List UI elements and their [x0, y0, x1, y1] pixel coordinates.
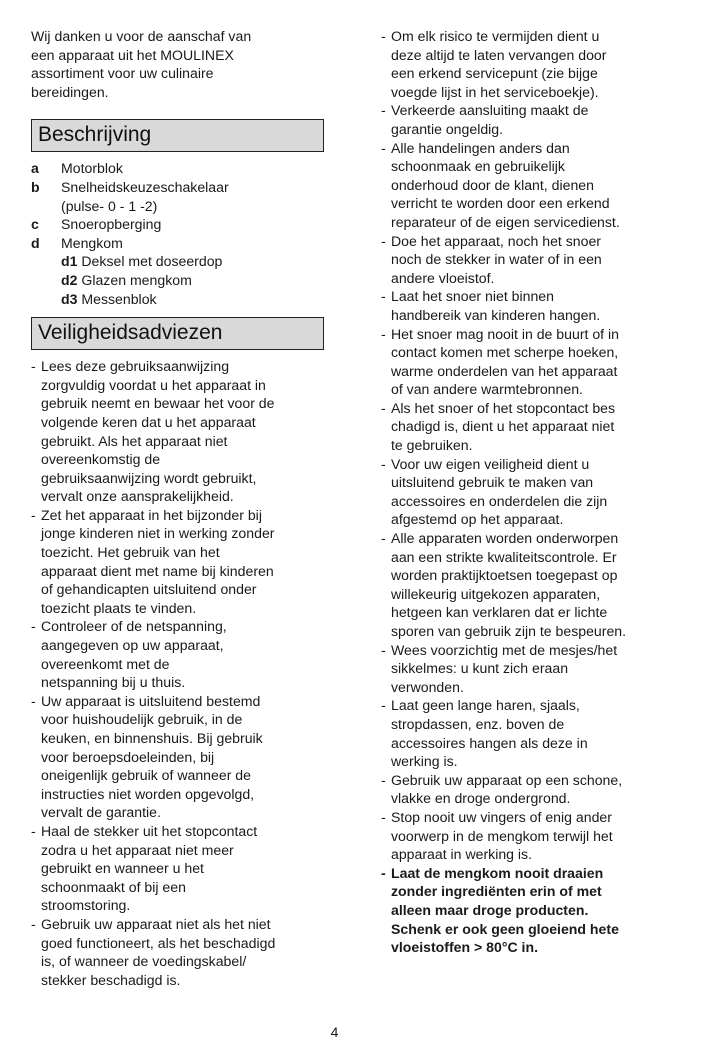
safety-item-text: sporen van gebruik zijn te bespeuren. — [391, 623, 627, 639]
warning-text: vloeistoffen > 80°C in. — [391, 939, 539, 956]
bullet-dash: - — [31, 618, 36, 635]
safety-item-text: gebruik neemt en bewaar het voor de — [41, 395, 275, 412]
warning-text: Schenk er ook geen gloeiend hete — [391, 920, 619, 937]
safety-item-line — [381, 46, 681, 65]
safety-item — [31, 617, 331, 636]
safety-item-line — [381, 380, 681, 399]
parts-list — [31, 159, 331, 308]
safety-item-line — [31, 562, 331, 581]
subpart-code: d3 — [61, 290, 78, 307]
safety-item-line — [31, 841, 331, 860]
bullet-dash: - — [381, 530, 386, 547]
safety-item-line — [381, 752, 681, 771]
safety-item-line — [381, 213, 681, 232]
safety-item-line — [381, 157, 681, 176]
safety-item-text: chadigd is, dient u het apparaat niet — [391, 418, 615, 435]
safety-item-line — [31, 524, 331, 543]
safety-item — [381, 232, 681, 251]
part-label: Snoeropberging — [61, 216, 162, 233]
safety-item-text: netspanning bij u thuis. — [41, 674, 186, 691]
safety-item-line — [381, 845, 681, 864]
safety-item-text: zorgvuldig voordat u het apparaat in — [41, 376, 266, 393]
safety-item — [381, 101, 681, 120]
safety-item-line — [31, 580, 331, 599]
safety-item-text: stekker beschadigd is. — [41, 971, 181, 988]
bullet-dash: - — [31, 506, 36, 523]
safety-item-line — [381, 269, 681, 288]
bullet-dash: - — [381, 864, 386, 881]
safety-item-line — [381, 436, 681, 455]
safety-item-text: vervalt onze aansprakelijkheid. — [41, 488, 234, 505]
bullet-dash: - — [381, 455, 386, 472]
warning-item — [381, 864, 681, 883]
safety-item-text: voegde lijst in het serviceboekje). — [391, 83, 599, 100]
part-label-continued: (pulse- 0 - 1 -2) — [61, 197, 158, 214]
safety-item-text: stropdassen, enz. boven de — [391, 715, 565, 732]
safety-item-text: voor beroepsdoeleinden, bij — [41, 748, 215, 765]
intro-line: een apparaat uit het MOULINEX — [31, 46, 234, 63]
safety-item-text: is, of wanneer de voedingskabel/ — [41, 953, 247, 970]
part-letter: a — [31, 160, 39, 177]
safety-item-text: Doe het apparaat, noch het snoer — [391, 232, 601, 249]
safety-item-text: vlakke en droge ondergrond. — [391, 790, 571, 807]
intro-line: bereidingen. — [31, 83, 109, 100]
safety-item-text: Laat het snoer niet binnen — [391, 288, 554, 305]
safety-item-text: stroomstoring. — [41, 897, 131, 914]
page-number: 4 — [330, 1024, 339, 1040]
safety-item-line — [381, 585, 681, 604]
safety-item-line — [381, 473, 681, 492]
part-item — [31, 178, 331, 197]
safety-item — [31, 506, 331, 525]
safety-item-line — [31, 636, 331, 655]
safety-item-text: of gehandicapten uitsluitend onder — [41, 581, 257, 598]
safety-item-line — [31, 729, 331, 748]
safety-item-text: noch de stekker in water of in een — [391, 251, 602, 268]
safety-item-line — [381, 678, 681, 697]
safety-item — [31, 692, 331, 711]
safety-item-text: accessoires hangen als deze in — [391, 734, 588, 751]
safety-item — [31, 822, 331, 841]
part-letter: d — [31, 234, 40, 251]
safety-item-text: apparaat dient met name bij kinderen — [41, 562, 274, 579]
bullet-dash: - — [381, 771, 386, 788]
safety-item-line — [31, 710, 331, 729]
safety-item-line — [31, 394, 331, 413]
description-heading: Beschrijving — [31, 119, 324, 152]
safety-item-line — [381, 603, 681, 622]
bullet-dash: - — [381, 697, 386, 714]
safety-item-text: verricht te worden door een erkend — [391, 195, 610, 212]
safety-item-text: oneigenlijk gebruik of wanneer de — [41, 767, 251, 784]
subpart-code: d2 — [61, 271, 78, 288]
safety-item-text: Zet het apparaat in het bijzonder bij — [41, 506, 262, 523]
safety-item-line — [31, 766, 331, 785]
safety-item-text: Lees deze gebruiksaanwijzing — [41, 358, 230, 375]
safety-item-text: werking is. — [391, 753, 458, 770]
bullet-dash: - — [381, 28, 386, 44]
bullet-dash: - — [381, 399, 386, 416]
safety-item — [381, 696, 681, 715]
safety-item-text: handbereik van kinderen hangen. — [391, 306, 601, 323]
safety-item-text: overeenkomt met de — [41, 655, 170, 672]
safety-item-text: zodra u het apparaat niet meer — [41, 841, 234, 858]
safety-item — [381, 771, 681, 790]
warning-line — [381, 882, 681, 901]
part-item — [31, 215, 331, 234]
safety-item-text: gebruikt. Als het apparaat niet — [41, 432, 228, 449]
safety-item-text: voorwerp in de mengkom terwijl het — [391, 827, 613, 844]
safety-item-text: Alle handelingen anders dan — [391, 139, 570, 156]
safety-item-text: Gebruik uw apparaat op een schone, — [391, 771, 623, 788]
safety-item-line — [31, 599, 331, 618]
safety-item — [381, 287, 681, 306]
intro-line: Wij danken u voor de aanschaf van — [31, 28, 252, 44]
safety-item-text: apparaat in werking is. — [391, 846, 533, 863]
safety-item-text: contact komen met scherpe hoeken, — [391, 344, 619, 361]
safety-item-line — [381, 566, 681, 585]
safety-item-line — [381, 492, 681, 511]
safety-item-text: Stop nooit uw vingers of enig ander — [391, 808, 612, 825]
safety-item-text: Voor uw eigen veiligheid dient u — [391, 455, 590, 472]
safety-item-line — [381, 194, 681, 213]
subpart-item — [61, 252, 331, 271]
warning-text: Laat de mengkom nooit draaien — [391, 864, 604, 881]
safety-item-text: aan een strikte kwaliteitscontrole. Er — [391, 548, 617, 565]
warning-line — [381, 901, 681, 920]
safety-item-line — [31, 896, 331, 915]
safety-item-text: te gebruiken. — [391, 437, 473, 454]
warning-line — [381, 920, 681, 939]
safety-item-text: toezicht plaats te vinden. — [41, 599, 197, 616]
part-letter: c — [31, 216, 39, 233]
safety-item-text: warme onderdelen van het apparaat — [391, 362, 618, 379]
safety-item-line — [31, 971, 331, 990]
safety-item-line — [381, 659, 681, 678]
safety-item — [31, 357, 331, 376]
safety-item-line — [381, 417, 681, 436]
safety-item-line — [381, 306, 681, 325]
safety-item-text: voor huishoudelijk gebruik, in de — [41, 711, 243, 728]
safety-item-text: volgende keren dat u het apparaat — [41, 413, 256, 430]
safety-item-line — [381, 715, 681, 734]
safety-heading: Veiligheidsadviezen — [31, 317, 324, 350]
warning-text: alleen maar droge producten. — [391, 901, 589, 918]
safety-item-text: gebruiksaanwijzing wordt gebruikt, — [41, 469, 257, 486]
part-label: Snelheidskeuzeschakelaar — [61, 178, 229, 195]
bullet-dash: - — [381, 102, 386, 119]
safety-item-line — [381, 120, 681, 139]
safety-item-line — [381, 176, 681, 195]
safety-item — [381, 139, 681, 158]
safety-item-text: jonge kinderen niet in werking zonder — [41, 525, 275, 542]
safety-item-text: Alle apparaten worden onderworpen — [391, 530, 619, 547]
safety-item-line — [31, 432, 331, 451]
safety-item-text: Gebruik uw apparaat niet als het niet — [41, 915, 271, 932]
subpart-label: Deksel met doseerdop — [81, 253, 223, 270]
safety-item-line — [381, 250, 681, 269]
safety-item-line — [381, 343, 681, 362]
intro-paragraph — [31, 27, 331, 101]
safety-item-line — [31, 934, 331, 953]
safety-item — [381, 529, 681, 548]
safety-item-line — [31, 487, 331, 506]
safety-item-text: onderhoud door de klant, dienen — [391, 176, 594, 193]
safety-item-line — [31, 469, 331, 488]
safety-item — [381, 27, 681, 46]
safety-item — [381, 455, 681, 474]
safety-item-line — [381, 548, 681, 567]
safety-item-text: overeenkomstig de — [41, 451, 161, 468]
part-label: Motorblok — [61, 160, 123, 177]
subpart-code: d1 — [61, 253, 78, 270]
safety-item-text: uitsluitend gebruik te maken van — [391, 474, 594, 491]
safety-item — [31, 915, 331, 934]
bullet-dash: - — [381, 325, 386, 342]
safety-item-text: Wees voorzichtig met de mesjes/het — [391, 641, 618, 658]
subpart-item — [61, 271, 331, 290]
warning-text: zonder ingrediënten erin of met — [391, 883, 602, 900]
safety-item-text: Uw apparaat is uitsluitend bestemd — [41, 692, 261, 709]
subpart-label: Messenblok — [81, 290, 157, 307]
safety-item-line — [31, 673, 331, 692]
subpart-item — [61, 290, 331, 309]
bullet-dash: - — [381, 139, 386, 156]
safety-item-text: worden praktijktoetsen toegepast op — [391, 567, 618, 584]
part-item — [31, 159, 331, 178]
safety-item-text: toezicht. Het gebruik van het — [41, 544, 220, 561]
safety-item-text: afgestemd op het apparaat. — [391, 511, 564, 528]
safety-item-text: accessoires en onderdelen die zijn — [391, 492, 608, 509]
right-column — [381, 27, 681, 957]
safety-item-line — [31, 952, 331, 971]
safety-item-text: schoonmaak en gebruikelijk — [391, 158, 565, 175]
safety-item-line — [31, 803, 331, 822]
safety-item — [381, 641, 681, 660]
safety-item-text: sikkelmes: u kunt zich eraan — [391, 660, 569, 677]
safety-item-text: aangegeven op uw apparaat, — [41, 637, 224, 654]
safety-item-line — [31, 376, 331, 395]
safety-item-text: garantie ongeldig. — [391, 120, 504, 137]
safety-item-text: Als het snoer of het stopcontact bes — [391, 399, 616, 416]
safety-item — [381, 325, 681, 344]
warning-line — [381, 938, 681, 957]
safety-item-line — [381, 83, 681, 102]
safety-item-line — [31, 748, 331, 767]
safety-item-line — [31, 878, 331, 897]
safety-item-text: Haal de stekker uit het stopcontact — [41, 822, 258, 839]
safety-item-text: een erkend servicepunt (zie bijge — [391, 65, 598, 82]
safety-item — [381, 808, 681, 827]
safety-item-text: keuken, en binnenshuis. Bij gebruik — [41, 730, 263, 746]
safety-item-line — [381, 510, 681, 529]
bullet-dash: - — [31, 692, 36, 709]
intro-line: assortiment voor uw culinaire — [31, 65, 214, 82]
safety-item-text: Laat geen lange haren, sjaals, — [391, 697, 580, 714]
safety-item-line — [31, 413, 331, 432]
safety-item-line — [381, 64, 681, 83]
safety-item-line — [31, 543, 331, 562]
bullet-dash: - — [381, 641, 386, 658]
bullet-dash: - — [381, 808, 386, 825]
safety-item-text: Verkeerde aansluiting maakt de — [391, 102, 589, 119]
bold-warning — [381, 864, 681, 957]
part-letter: b — [31, 178, 40, 195]
bullet-dash: - — [31, 358, 36, 375]
safety-item-line — [381, 789, 681, 808]
safety-item-text: willekeurig uitgekozen apparaten, — [391, 585, 601, 602]
bullet-dash: - — [381, 288, 386, 305]
safety-item-line — [381, 362, 681, 381]
safety-list-right — [381, 27, 681, 864]
safety-item-text: Controleer of de netspanning, — [41, 618, 227, 635]
safety-item-line — [31, 785, 331, 804]
safety-item-text: verwonden. — [391, 678, 464, 695]
safety-item-text: hetgeen kan verklaren dat er lichte — [391, 604, 608, 621]
safety-item-text: gebruikt en wanneer u het — [41, 860, 204, 877]
safety-item-text: deze altijd te laten vervangen door — [391, 46, 607, 63]
safety-item-line — [31, 450, 331, 469]
left-column — [31, 27, 331, 989]
safety-list-left — [31, 357, 331, 989]
safety-item-line — [381, 827, 681, 846]
safety-item-text: vervalt de garantie. — [41, 804, 161, 821]
safety-item-text: Om elk risico te vermijden dient u — [391, 28, 600, 44]
safety-item-text: goed functioneert, als het beschadigd — [41, 934, 276, 951]
subpart-label: Glazen mengkom — [81, 271, 192, 288]
safety-item-line — [31, 655, 331, 674]
safety-item-text: reparateur of de eigen servicedienst. — [391, 213, 620, 230]
safety-item-text: of van andere warmtebronnen. — [391, 381, 583, 398]
safety-item-text: Het snoer mag nooit in de buurt of in — [391, 325, 619, 342]
safety-item-line — [31, 859, 331, 878]
part-item — [31, 234, 331, 253]
safety-item-text: andere vloeistof. — [391, 269, 495, 286]
bullet-dash: - — [31, 822, 36, 839]
safety-item-line — [381, 734, 681, 753]
bullet-dash: - — [31, 915, 36, 932]
bullet-dash: - — [381, 232, 386, 249]
safety-item-line — [381, 622, 681, 641]
safety-item-text: instructies niet worden opgevolgd, — [41, 785, 255, 802]
safety-item — [381, 399, 681, 418]
safety-item-text: schoonmaakt of bij een — [41, 878, 186, 895]
part-label: Mengkom — [61, 234, 123, 251]
